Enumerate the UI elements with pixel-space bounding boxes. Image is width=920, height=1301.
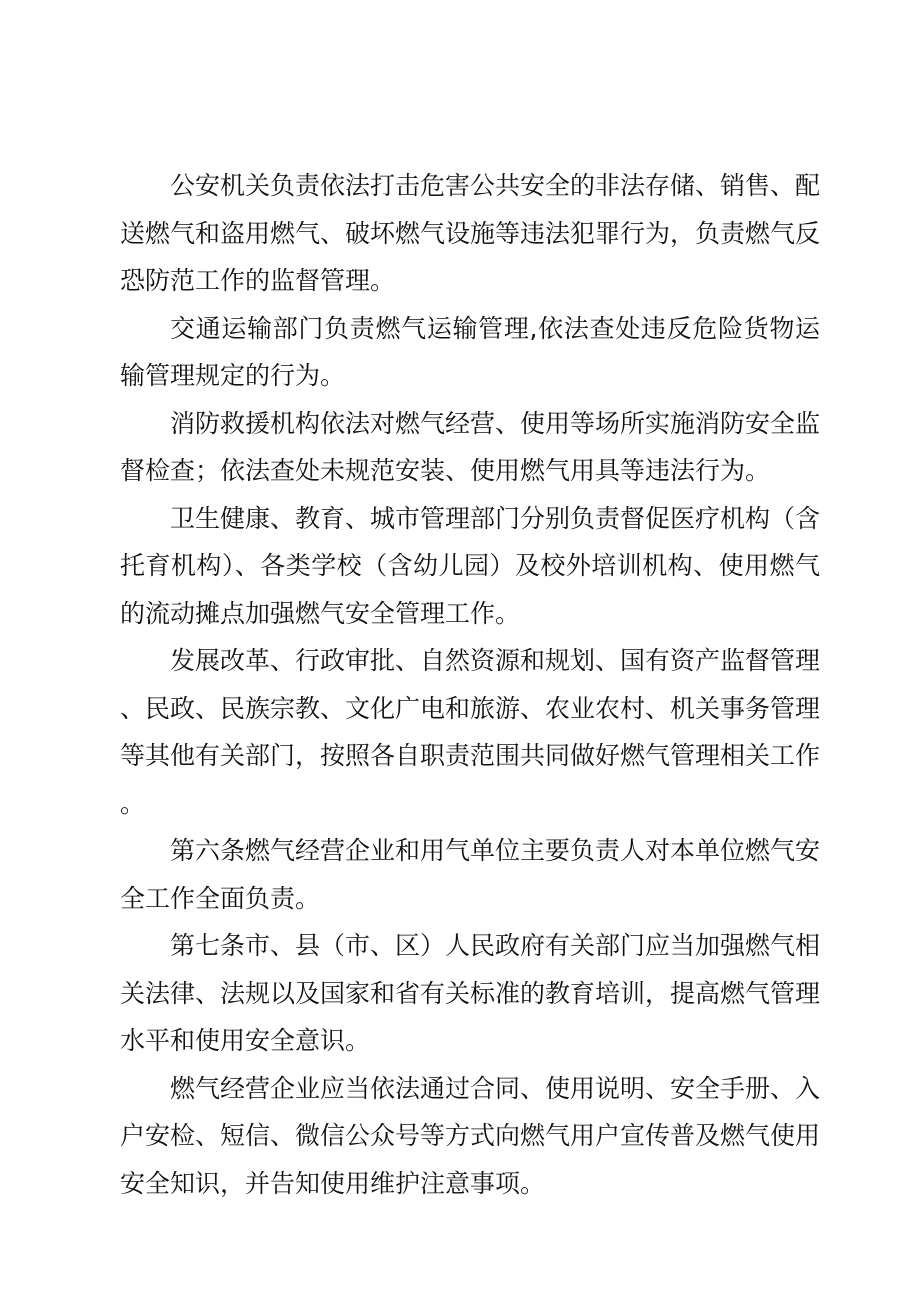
document-body	[120, 162, 820, 1207]
paragraph-fire-rescue: 消防救援机构依法对燃气经营、使用等场所实施消防安全监督检查；依法查处未规范安装、使用燃气用具等违法行为。	[120, 408, 821, 485]
paragraph-article-7: 第七条市、县（市、区）人民政府有关部门应当加强燃气相关法律、法规以及国家和省有关标准的教育培训，提高燃气管理水平和使用安全意识。	[120, 931, 821, 1055]
paragraph-public-security: 公安机关负责依法打击危害公共安全的非法存储、销售、配送燃气和盗用燃气、破坏燃气设施等违法犯罪行为，负责燃气反恐防范工作的监督管理。	[120, 171, 821, 295]
paragraph-article-6: 第六条燃气经营企业和用气单位主要负责人对本单位燃气安全工作全面负责。	[120, 836, 821, 913]
paragraph-enterprise-publicity: 燃气经营企业应当依法通过合同、使用说明、安全手册、入户安检、短信、微信公众号等方式向燃气用户宣传普及燃气使用安全知识，并告知使用维护注意事项。	[120, 1073, 821, 1198]
paragraph-other-departments: 发展改革、行政审批、自然资源和规划、国有资产监督管理、民政、民族宗教、文化广电和旅游、农业农村、机关事务管理等其他有关部门，按照各自职责范围共同做好燃气管理相关工作。	[120, 646, 821, 818]
paragraph-transport: 交通运输部门负责燃气运输管理,依法查处违反危险货物运输管理规定的行为。	[120, 313, 820, 390]
paragraph-health-education: 卫生健康、教育、城市管理部门分别负责督促医疗机构（含托育机构）、各类学校（含幼儿园）及校外培训机构、使用燃气的流动摊点加强燃气安全管理工作。	[120, 503, 821, 628]
